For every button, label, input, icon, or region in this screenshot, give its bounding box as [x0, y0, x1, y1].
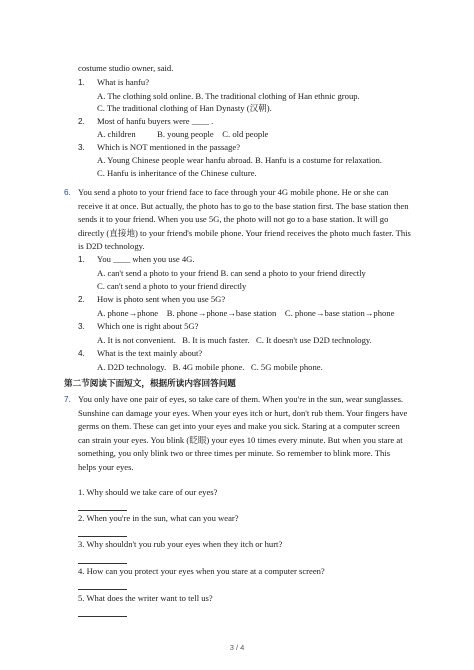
- question-number: 1.: [78, 78, 85, 87]
- open-question: 2. When you're in the sun, what can you wear?: [78, 513, 239, 523]
- question-number: 3.: [78, 143, 85, 152]
- question-option: C. can't send a photo to your friend directly: [97, 281, 247, 291]
- question-option: A. children B. young people C. old people: [97, 129, 269, 139]
- open-question: 5. What does the writer want to tell us?: [78, 593, 213, 603]
- question-option: A. Young Chinese people wear hanfu abroad. B. Hanfu is a costume for relaxation.: [97, 155, 382, 165]
- answer-blank[interactable]: [78, 536, 127, 537]
- page-number: 3 / 4: [229, 643, 245, 652]
- passage-line: You only have one pair of eyes, so take care of them. When you're in the sun, wear sunglasses.: [78, 394, 404, 404]
- intro-line: costume studio owner, said.: [78, 63, 174, 73]
- question-option: A. can't send a photo to your friend B. can send a photo to your friend directly: [97, 268, 366, 278]
- passage-line: is D2D technology.: [78, 241, 145, 251]
- question-stem: What is hanfu?: [97, 77, 150, 87]
- answer-blank[interactable]: [78, 616, 127, 617]
- passage-line: sends it to your friend. When you use 5G, the photo will not go to a base station. It will go: [78, 214, 389, 224]
- question-stem: You ____ when you use 4G.: [97, 254, 195, 264]
- question-number: 3.: [78, 322, 85, 331]
- question-option: A. It is not convenient. B. It is much faster. C. It doesn't use D2D technology.: [97, 335, 372, 345]
- question-option: C. Hanfu is inheritance of the Chinese culture.: [97, 168, 257, 178]
- question-stem: What is the text mainly about?: [97, 348, 203, 358]
- answer-blank[interactable]: [78, 510, 127, 511]
- question-number: 2.: [78, 295, 85, 304]
- passage-line: You send a photo to your friend face to face through your 4G mobile phone. He or she can: [78, 187, 389, 197]
- question-number: 2.: [78, 117, 85, 126]
- passage-line: directly (直接地) to your friend's mobile phone. Your friend receives the photo much faster. This: [78, 228, 411, 238]
- question-option: A. D2D technology. B. 4G mobile phone. C. 5G mobile phone.: [97, 362, 323, 372]
- open-question: 4. How can you protect your eyes when you stare at a computer screen?: [78, 566, 325, 576]
- question-number: 1.: [78, 255, 85, 264]
- passage-line: receive it at once. But actually, the photo has to go to the base station first. The base station then: [78, 201, 409, 211]
- question-stem: Which one is right about 5G?: [97, 321, 199, 331]
- passage-number: 7.: [64, 395, 71, 404]
- passage-number: 6.: [64, 188, 71, 197]
- question-option: A. phone→phone B. phone→phone→base station C. phone→base station→phone: [97, 308, 395, 318]
- passage-line: germs on them. These can get into your eyes and make you sick. Staring at a computer screen: [78, 421, 400, 431]
- question-option: C. The traditional clothing of Han Dynasty (汉朝).: [97, 103, 272, 113]
- passage-line: can strain your eyes. You blink (眨眼) your eyes 10 times every minute. But when you stare at: [78, 435, 403, 445]
- question-stem: Most of hanfu buyers were ____ .: [97, 116, 214, 126]
- question-number: 4.: [78, 349, 85, 358]
- open-question: 1. Why should we take care of our eyes?: [78, 487, 218, 497]
- question-stem: How is photo sent when you use 5G?: [97, 294, 226, 304]
- question-option: A. The clothing sold online. B. The traditional clothing of Han ethnic group.: [97, 91, 360, 101]
- passage-line: something, you only blink two or three times per minute. So remember to blink more. This: [78, 448, 391, 458]
- open-question: 3. Why shouldn't you rub your eyes when they itch or hurt?: [78, 539, 283, 549]
- passage-line: Sunshine can damage your eyes. When your eyes itch or hurt, don't rub them. Your fingers have: [78, 408, 408, 418]
- question-stem: Which is NOT mentioned in the passage?: [97, 142, 241, 152]
- section-heading: 第二节阅读下面短文，根据所读内容回答问题: [64, 379, 236, 389]
- answer-blank[interactable]: [78, 589, 127, 590]
- passage-line: helps your eyes.: [78, 462, 134, 472]
- answer-blank[interactable]: [78, 563, 127, 564]
